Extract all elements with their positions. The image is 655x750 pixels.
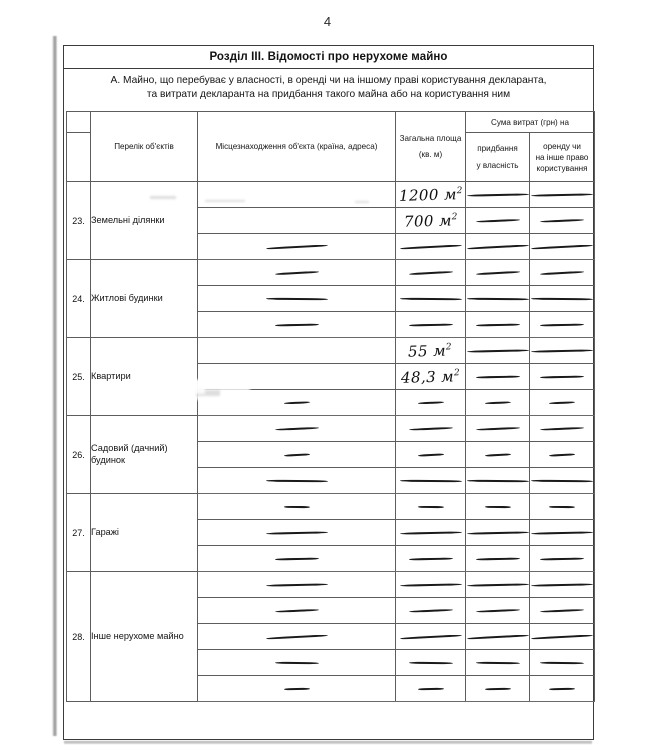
row-number: 27.	[67, 494, 91, 572]
handwritten-dash	[540, 270, 584, 274]
cell-location	[198, 338, 396, 364]
cell-area	[396, 650, 466, 676]
handwritten-dash	[283, 687, 309, 690]
cell-cost-rent	[530, 364, 595, 390]
handwritten-dash	[531, 583, 593, 586]
cell-cost-purchase	[466, 572, 530, 598]
header-area-line-2: (кв. м)	[418, 150, 443, 159]
cell-location	[198, 494, 396, 520]
cell-area	[396, 494, 466, 520]
cell-cost-purchase	[466, 286, 530, 312]
handwritten-dash	[484, 505, 510, 507]
handwritten-dash	[265, 634, 327, 639]
handwritten-dash	[265, 531, 327, 534]
cell-location	[198, 390, 396, 416]
handwritten-dash	[399, 479, 461, 482]
cell-cost-purchase	[466, 442, 530, 468]
handwritten-dash	[540, 323, 584, 326]
handwritten-dash	[408, 661, 452, 663]
cell-location	[198, 468, 396, 494]
cell-cost-rent	[530, 676, 595, 702]
handwritten-dash	[274, 661, 318, 663]
row-number: 28.	[67, 572, 91, 702]
row-number: 23.	[67, 182, 91, 260]
section-subtitle	[80, 74, 577, 102]
header-cost-purchase-line-1: придбання	[477, 144, 518, 153]
cell-location	[198, 416, 396, 442]
header-cost-purchase	[466, 133, 530, 182]
cell-area	[396, 520, 466, 546]
handwritten-dash	[466, 531, 528, 534]
cell-area	[396, 364, 466, 390]
table-row	[67, 416, 595, 442]
cell-location	[198, 286, 396, 312]
cell-cost-rent	[530, 494, 595, 520]
handwritten-dash	[475, 323, 519, 326]
handwritten-dash	[531, 244, 593, 249]
header-objects: Перелік об'єктів	[91, 112, 198, 182]
handwritten-dash	[408, 557, 452, 560]
cell-area	[396, 286, 466, 312]
handwritten-dash	[484, 401, 510, 404]
cell-location	[198, 572, 396, 598]
cell-cost-rent	[530, 546, 595, 572]
cell-cost-rent	[530, 338, 595, 364]
cell-cost-purchase	[466, 520, 530, 546]
handwritten-dash	[531, 634, 593, 639]
header-area-line-1: Загальна площа	[399, 134, 462, 143]
handwritten-dash	[531, 349, 593, 352]
header-cost-rent-line-3: користування	[536, 163, 588, 173]
header-row-top	[67, 112, 595, 133]
cell-location	[198, 364, 396, 390]
subtitle-line-1: А. Майно, що перебуває у власності, в оренді чи на іншому праві користування декларанта,	[110, 75, 547, 86]
table-row	[67, 494, 595, 520]
section-title: Розділ III. Відомості про нерухоме майно	[63, 45, 594, 69]
handwritten-dash	[531, 479, 593, 482]
cell-cost-rent	[530, 624, 595, 650]
cell-area	[396, 572, 466, 598]
header-number-gutter-2	[67, 133, 91, 182]
header-number-gutter	[67, 112, 91, 133]
handwritten-dash	[484, 453, 510, 456]
handwritten-dash	[475, 608, 519, 612]
cell-area	[396, 390, 466, 416]
table-row	[67, 182, 595, 208]
handwritten-dash	[475, 270, 519, 274]
row-label: Інше нерухоме майно	[91, 572, 198, 702]
cell-location	[198, 182, 396, 208]
cell-cost-purchase	[466, 234, 530, 260]
handwritten-dash	[540, 661, 584, 663]
row-number: 26.	[67, 416, 91, 494]
handwritten-dash	[417, 505, 443, 507]
handwritten-dash	[417, 687, 443, 690]
scan-edge-shadow-left	[52, 36, 57, 736]
handwritten-dash	[283, 505, 309, 507]
handwritten-dash	[549, 453, 575, 456]
row-label: Садовий (дачний) будинок	[91, 416, 198, 494]
cell-location	[198, 624, 396, 650]
handwritten-dash	[475, 218, 519, 222]
cell-area	[396, 208, 466, 234]
handwritten-dash	[265, 479, 327, 482]
cell-area	[396, 416, 466, 442]
cell-area	[396, 442, 466, 468]
cell-cost-purchase	[466, 364, 530, 390]
handwritten-dash	[265, 297, 327, 300]
handwritten-dash	[274, 557, 318, 560]
header-cost-purchase-line-2: у власність	[476, 161, 519, 170]
handwritten-dash	[283, 453, 309, 456]
row-label: Житлові будинки	[91, 260, 198, 338]
handwritten-dash	[399, 297, 461, 300]
handwritten-dash	[417, 401, 443, 404]
handwritten-dash	[466, 193, 528, 196]
handwritten-dash	[540, 218, 584, 222]
handwritten-dash	[399, 583, 461, 586]
handwritten-dash	[466, 244, 528, 249]
header-area	[396, 112, 466, 182]
cell-cost-purchase	[466, 208, 530, 234]
property-declaration-table	[66, 111, 595, 702]
handwritten-dash	[540, 557, 584, 560]
handwritten-dash	[408, 426, 452, 430]
cell-location	[198, 208, 396, 234]
cell-location	[198, 650, 396, 676]
handwritten-dash	[475, 661, 519, 663]
handwritten-dash	[274, 270, 318, 274]
cell-location	[198, 598, 396, 624]
cell-location	[198, 520, 396, 546]
handwritten-dash	[540, 375, 584, 378]
property-declaration-table-wrapper	[66, 111, 594, 703]
page-number: 4	[323, 14, 332, 29]
cell-location	[198, 260, 396, 286]
header-costs-group: Сума витрат (грн) на	[466, 112, 595, 133]
cell-cost-purchase	[466, 338, 530, 364]
handwritten-value: 48,3 $м^2$	[400, 366, 461, 387]
cell-cost-purchase	[466, 390, 530, 416]
handwritten-dash	[484, 687, 510, 690]
cell-cost-rent	[530, 520, 595, 546]
handwritten-dash	[466, 297, 528, 300]
handwritten-dash	[417, 453, 443, 456]
cell-cost-rent	[530, 598, 595, 624]
handwritten-dash	[540, 608, 584, 612]
handwritten-dash	[408, 608, 452, 612]
cell-area	[396, 624, 466, 650]
table-row	[67, 572, 595, 598]
handwritten-dash	[408, 323, 452, 326]
handwritten-dash	[265, 244, 327, 249]
cell-cost-rent	[530, 468, 595, 494]
row-label: Гаражі	[91, 494, 198, 572]
cell-area	[396, 182, 466, 208]
row-number: 24.	[67, 260, 91, 338]
cell-cost-rent	[530, 208, 595, 234]
cell-location	[198, 234, 396, 260]
table-row	[67, 260, 595, 286]
cell-location	[198, 442, 396, 468]
scan-edge-shadow-bottom	[64, 741, 592, 744]
cell-cost-rent	[530, 390, 595, 416]
header-cost-rent	[530, 133, 595, 182]
handwritten-dash	[475, 375, 519, 378]
cell-area	[396, 338, 466, 364]
handwritten-dash	[540, 426, 584, 430]
table-head	[67, 112, 595, 182]
header-location: Місцезнаходження об'єкта (країна, адреса)	[198, 112, 396, 182]
cell-cost-purchase	[466, 650, 530, 676]
cell-area	[396, 312, 466, 338]
table-row	[67, 338, 595, 364]
header-cost-rent-line-1: оренду чи	[543, 141, 581, 151]
cell-cost-rent	[530, 312, 595, 338]
cell-area	[396, 598, 466, 624]
handwritten-dash	[399, 634, 461, 639]
header-cost-rent-line-2: на інше право	[535, 152, 589, 162]
row-label: Земельні ділянки	[91, 182, 198, 260]
handwritten-dash	[283, 401, 309, 404]
handwritten-dash	[549, 687, 575, 690]
cell-cost-purchase	[466, 598, 530, 624]
cell-area	[396, 260, 466, 286]
cell-cost-purchase	[466, 416, 530, 442]
handwritten-dash	[399, 531, 461, 534]
row-number: 25.	[67, 338, 91, 416]
cell-cost-purchase	[466, 260, 530, 286]
cell-area	[396, 546, 466, 572]
handwritten-value: 1200 $м^2$	[398, 184, 463, 205]
cell-cost-purchase	[466, 468, 530, 494]
cell-cost-purchase	[466, 182, 530, 208]
handwritten-dash	[531, 531, 593, 534]
handwritten-value: 700 $м^2$	[403, 210, 458, 231]
cell-location	[198, 676, 396, 702]
handwritten-dash	[531, 193, 593, 196]
handwritten-dash	[466, 583, 528, 586]
handwritten-dash	[466, 479, 528, 482]
table-body	[67, 182, 595, 702]
handwritten-dash	[274, 608, 318, 612]
handwritten-value: 55 $м^2$	[408, 341, 453, 361]
handwritten-dash	[475, 426, 519, 430]
handwritten-dash	[466, 349, 528, 352]
cell-area	[396, 468, 466, 494]
cell-location	[198, 312, 396, 338]
cell-cost-purchase	[466, 546, 530, 572]
handwritten-dash	[274, 323, 318, 326]
handwritten-dash	[549, 505, 575, 507]
handwritten-dash	[466, 634, 528, 639]
handwritten-dash	[408, 270, 452, 274]
subtitle-line-2: та витрати декларанта на придбання такого майна або на користування ним	[146, 89, 511, 100]
cell-cost-rent	[530, 182, 595, 208]
cell-cost-rent	[530, 650, 595, 676]
cell-cost-rent	[530, 442, 595, 468]
cell-cost-purchase	[466, 494, 530, 520]
cell-cost-purchase	[466, 676, 530, 702]
handwritten-dash	[549, 401, 575, 404]
cell-cost-rent	[530, 260, 595, 286]
cell-cost-rent	[530, 286, 595, 312]
cell-location	[198, 546, 396, 572]
cell-cost-rent	[530, 416, 595, 442]
cell-cost-rent	[530, 572, 595, 598]
cell-cost-rent	[530, 234, 595, 260]
handwritten-dash	[265, 583, 327, 586]
cell-area	[396, 676, 466, 702]
handwritten-dash	[475, 557, 519, 560]
handwritten-dash	[274, 426, 318, 430]
cell-cost-purchase	[466, 624, 530, 650]
handwritten-dash	[399, 244, 461, 249]
cell-area	[396, 234, 466, 260]
row-label: Квартири	[91, 338, 198, 416]
handwritten-dash	[531, 297, 593, 300]
cell-cost-purchase	[466, 312, 530, 338]
